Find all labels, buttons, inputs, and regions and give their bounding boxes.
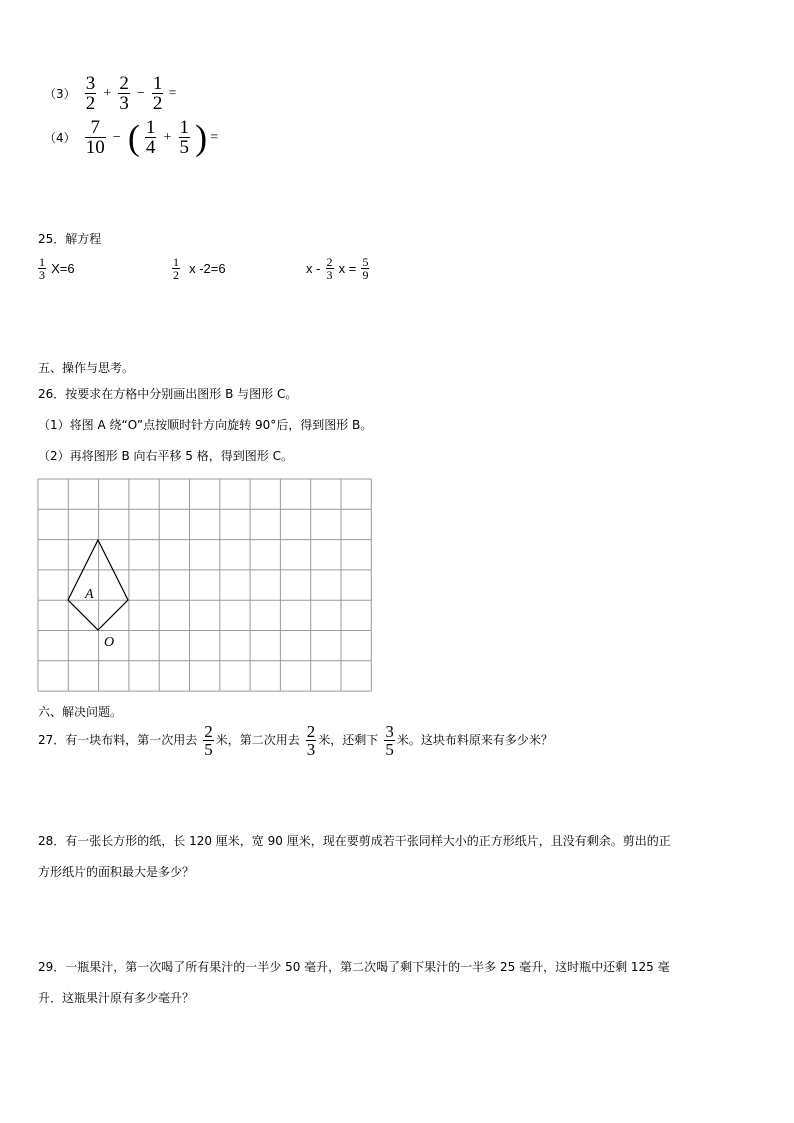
fraction: $\frac{1}{2}$ [173,255,179,282]
equation-2 [172,256,226,281]
fraction: $\frac{1}{5}$ [179,117,190,158]
fraction: $\frac{5}{9}$ [362,255,369,282]
equation-3 [306,256,369,281]
fraction: $\frac{3}{2}$ [85,73,96,114]
question-26-sub-2: （2）再将图形 B 向右平移 5 格，得到图形 C。 [38,449,293,463]
question-26-title: 26．按要求在方格中分别画出图形 B 与图形 C。 [38,387,298,401]
operator: + [163,129,172,145]
grid-figure [37,478,373,692]
operator: − [112,129,121,145]
fraction: $\frac{2}{3}$ [306,721,316,759]
equation-text: x - [306,261,321,276]
question-29-line-1: 29．一瓶果汁，第一次喝了所有果汁的一半少 50 毫升，第二次喝了剩下果汁的一半多 25 毫升，这时瓶中还剩 125 毫 [38,960,670,974]
equation-text: X=6 [51,261,75,276]
section-5-title: 五、操作与思考。 [38,361,135,375]
operator: − [136,85,145,101]
left-paren: ( [127,117,140,158]
right-paren: ) [195,117,208,158]
question-text: 米，还剩下 [318,733,379,747]
question-28-line-1: 28．有一张长方形的纸，长 120 厘米，宽 90 厘米，现在要剪成若干张同样大小的正方形纸片，且没有剩余。剪出的正 [38,834,671,848]
grid-lines [38,479,371,691]
question-28-line-2: 方形纸片的面积最大是多少？ [38,865,195,879]
label-a: A [85,587,94,602]
fraction: $\frac{2}{5}$ [204,721,213,759]
problem-label: （4） [44,131,76,145]
fraction: $\frac{1}{2}$ [152,73,163,114]
fraction: $\frac{1}{4}$ [145,117,156,158]
equation-1 [38,256,75,281]
calc-problem-4 [44,118,220,157]
fraction: $\frac{1}{3}$ [39,255,45,282]
fraction: $\frac{3}{5}$ [385,721,394,759]
equation-text: x = [338,261,357,276]
equals-sign: = [210,129,219,145]
question-text: 27．有一块布料，第一次用去 [38,733,198,747]
operator: + [103,85,112,101]
shape-a [68,540,128,630]
fraction: $\frac{2}{3}$ [119,73,129,114]
label-o: O [104,635,115,650]
question-26-sub-1: （1）将图 A 绕“O”点按顺时针方向旋转 90°后，得到图形 B。 [38,418,373,432]
section-6-title: 六、解决问题。 [38,705,123,719]
problem-label: （3） [44,87,76,101]
question-25-title: 25．解方程 [38,232,102,246]
fraction: $\frac{7}{10}$ [85,117,105,158]
fraction: $\frac{2}{3}$ [326,255,333,282]
question-29-line-2: 升．这瓶果汁原有多少毫升？ [38,991,195,1005]
question-text: 米，第二次用去 [215,733,300,747]
equals-sign: = [168,85,177,101]
calc-problem-3 [44,74,178,113]
question-text: 米。这块布料原来有多少米？ [396,733,553,747]
question-27 [38,718,553,762]
equation-text: x -2=6 [189,261,226,276]
